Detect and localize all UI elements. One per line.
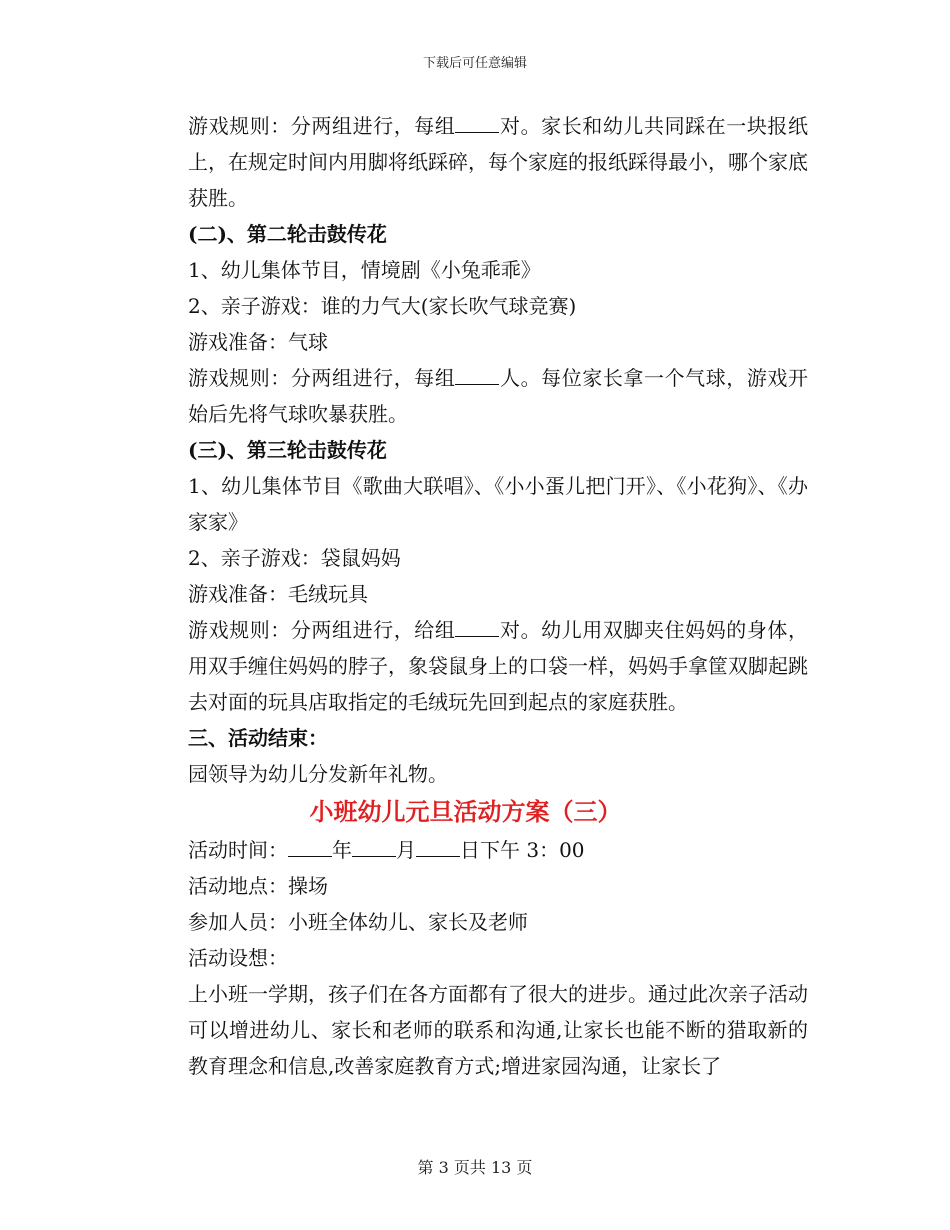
document-body bbox=[143, 108, 808, 1084]
section-heading-3: (三)、第三轮击鼓传花 bbox=[188, 438, 387, 462]
program-paragraph: 1、幼儿集体节目《歌曲大联唱》、《小小蛋儿把门开》、《小花狗》、《办家家》 bbox=[188, 474, 808, 534]
text: 对。家长和幼儿共同踩在一块报纸上，在规定时间内用脚将纸踩碎，每个家庭的报纸踩得最小，哪个家底获胜。 bbox=[188, 114, 809, 210]
text: 日下午 3：00 bbox=[460, 838, 585, 862]
fill-blank bbox=[455, 618, 499, 637]
section-heading-end: 三、活动结束： bbox=[188, 726, 328, 750]
fill-blank bbox=[288, 838, 332, 857]
list-item: 园领导为幼儿分发新年礼物。 bbox=[188, 762, 448, 786]
text: 人。每位家长拿一个气球，游戏开始后先将气球吹暴获胜。 bbox=[188, 366, 809, 426]
text: 月 bbox=[396, 838, 416, 862]
section-heading-2: (二)、第二轮击鼓传花 bbox=[188, 222, 387, 246]
text: 游戏规则：分两组进行，每组 bbox=[188, 366, 456, 390]
text: 活动时间： bbox=[188, 838, 288, 862]
list-item: 游戏准备：气球 bbox=[188, 330, 328, 354]
text: 对。幼儿用双脚夹住妈妈的身体，用双手缠住妈妈的脖子，象袋鼠身上的口袋一样，妈妈手拿筐双脚起跳去对面的玩具店取指定的毛绒玩先回到起点的家庭获胜。 bbox=[188, 618, 809, 714]
text: 游戏规则：分两组进行，每组 bbox=[188, 114, 456, 138]
idea-paragraph: 上小班一学期，孩子们在各方面都有了很大的进步。通过此次亲子活动可以增进幼儿、家长和老师的联系和沟通,让家长也能不断的猎取新的教育理念和信息,改善家庭教育方式;增进家园沟通，让家长了 bbox=[188, 982, 808, 1078]
activity-idea-label: 活动设想： bbox=[188, 946, 288, 970]
page-footer: 第 3 页共 13 页 bbox=[417, 1158, 533, 1177]
list-item: 游戏准备：毛绒玩具 bbox=[188, 582, 368, 606]
activity-place: 活动地点：操场 bbox=[188, 874, 328, 898]
game-rules-paragraph-3 bbox=[143, 612, 808, 720]
fill-blank bbox=[455, 114, 499, 133]
game-rules-paragraph-2 bbox=[143, 360, 808, 432]
page-header: 下载后可任意编辑 bbox=[422, 56, 527, 71]
game-rules-paragraph-1 bbox=[143, 108, 808, 216]
list-item: 1、幼儿集体节目，情境剧《小兔乖乖》 bbox=[188, 258, 541, 282]
list-item: 2、亲子游戏：袋鼠妈妈 bbox=[188, 546, 401, 570]
fill-blank bbox=[455, 366, 499, 385]
document-title: 小班幼儿元旦活动方案（三） bbox=[309, 797, 622, 826]
fill-blank bbox=[352, 838, 396, 857]
text: 年 bbox=[332, 838, 352, 862]
participants: 参加人员：小班全体幼儿、家长及老师 bbox=[188, 910, 528, 934]
text: 游戏规则：分两组进行，给组 bbox=[188, 618, 456, 642]
activity-time bbox=[143, 832, 808, 868]
fill-blank bbox=[416, 838, 460, 857]
list-item: 2、亲子游戏：谁的力气大(家长吹气球竞赛) bbox=[188, 294, 577, 318]
